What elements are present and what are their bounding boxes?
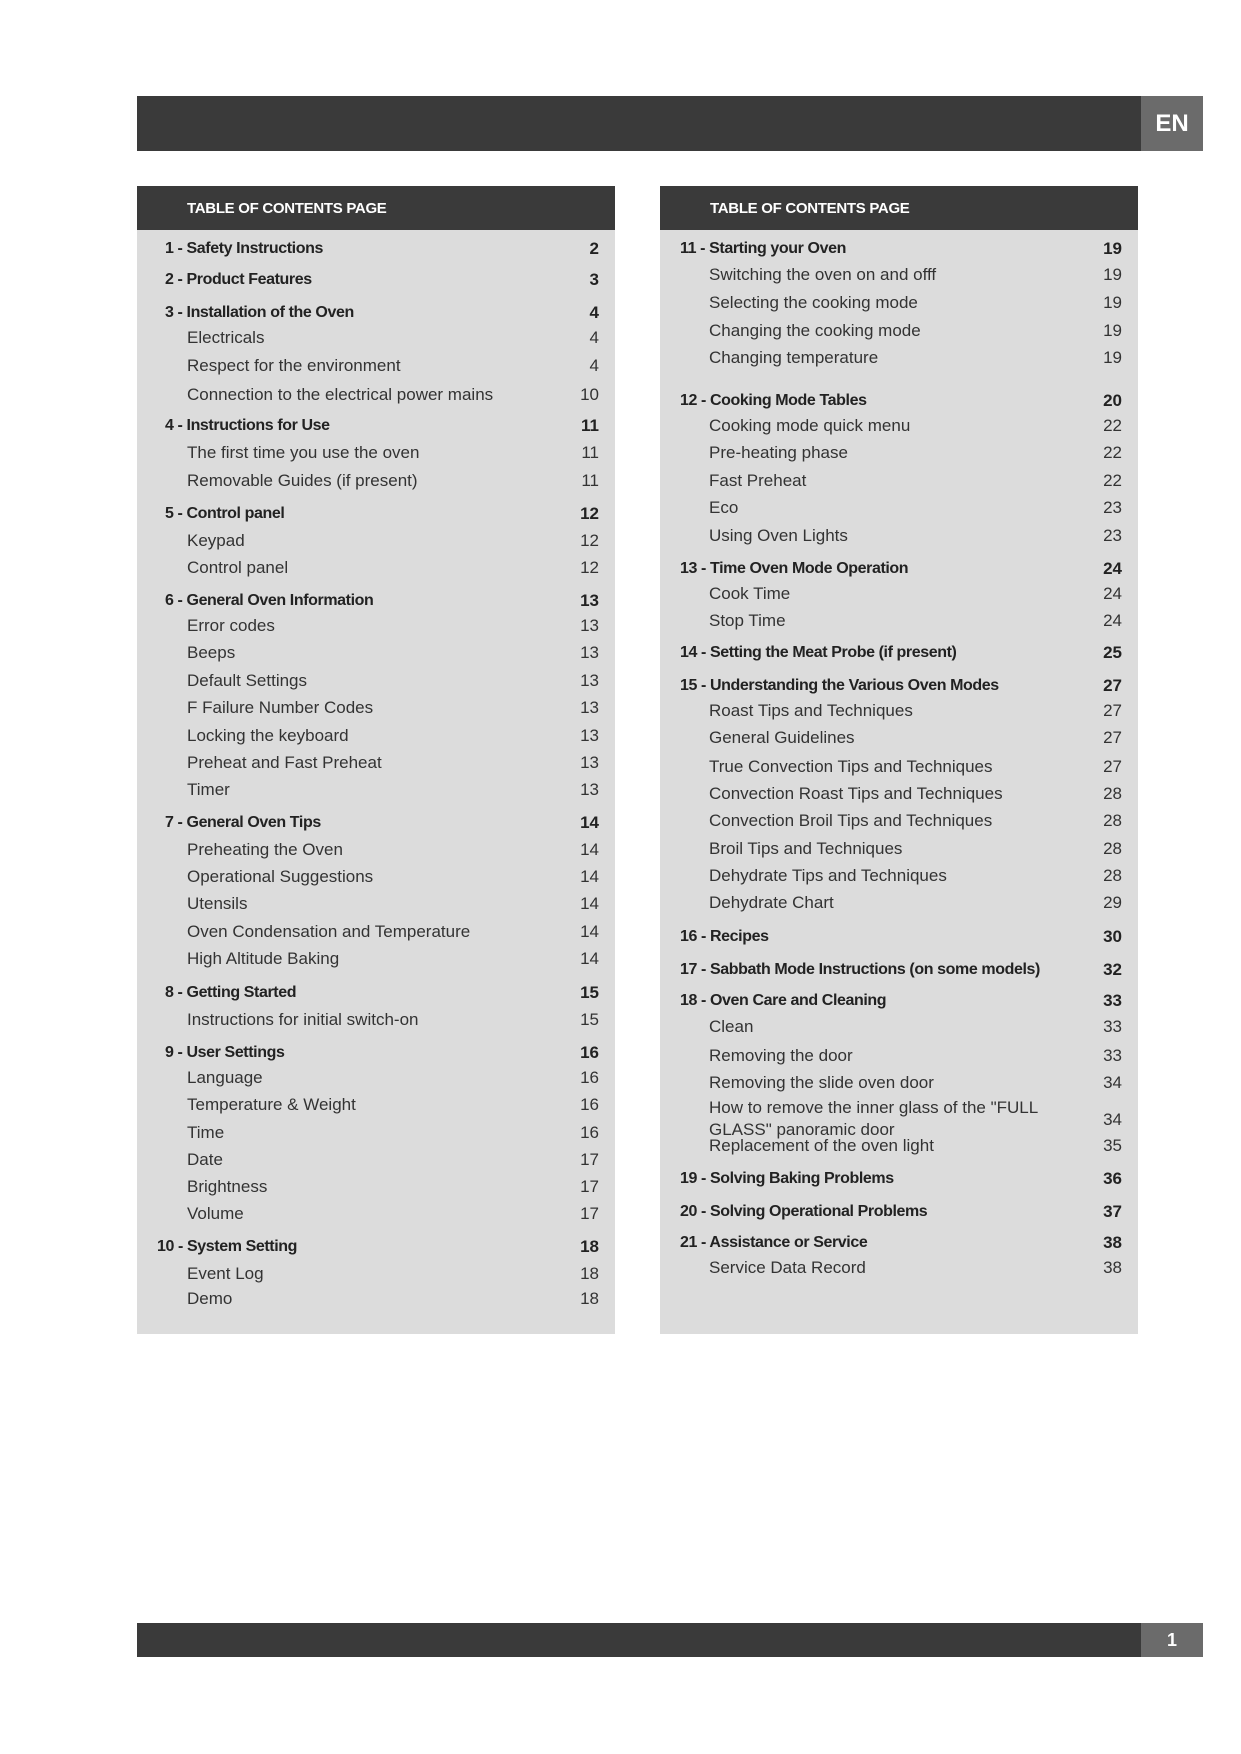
toc-entry-title: Locking the keyboard — [187, 726, 349, 745]
toc-entry-page: 24 — [1103, 611, 1122, 630]
toc-entry-page: 16 — [580, 1068, 599, 1087]
toc-entry-page: 23 — [1103, 498, 1122, 517]
toc-entry-page: 14 — [580, 813, 599, 832]
toc-entry-title: 11 - Starting your Oven — [680, 240, 846, 257]
toc-entry-page: 33 — [1103, 1046, 1122, 1065]
toc-entry-page: 18 — [580, 1289, 599, 1308]
toc-entry-title: Pre-heating phase — [709, 443, 848, 462]
toc-entry-title: Convection Broil Tips and Techniques — [709, 811, 993, 830]
page-number: 1 — [1141, 1623, 1203, 1657]
toc-entry-title: Operational Suggestions — [187, 867, 374, 886]
toc-entry-page: 18 — [580, 1237, 599, 1256]
toc-entry-page: 24 — [1103, 584, 1122, 603]
toc-entry-title: 4 - Instructions for Use — [165, 417, 330, 434]
toc-entry-title: 21 - Assistance or Service — [680, 1234, 868, 1251]
toc-entry-title: Cooking mode quick menu — [709, 416, 911, 435]
toc-entry-page: 11 — [581, 416, 599, 435]
toc-entry-title: Changing the cooking mode — [709, 321, 921, 340]
toc-entry-page: 12 — [580, 531, 599, 550]
toc-entry-page: 29 — [1103, 893, 1122, 912]
toc-entry-title: 15 - Understanding the Various Oven Modes — [680, 677, 999, 694]
toc-entry-page: 27 — [1103, 701, 1122, 720]
toc-entry-title: Cook Time — [709, 584, 791, 603]
toc-entry-title: Control panel — [187, 558, 289, 577]
toc-entry-page: 13 — [580, 698, 599, 717]
toc-entry-page: 19 — [1103, 321, 1122, 340]
toc-entry-title: High Altitude Baking — [187, 949, 340, 968]
toc-entry-title: 8 - Getting Started — [165, 984, 297, 1001]
toc-entry-page: 27 — [1103, 676, 1122, 695]
toc-entry-title: Switching the oven on and offf — [709, 265, 937, 284]
toc-entry-page: 14 — [580, 867, 599, 886]
toc-entry-page: 12 — [580, 504, 599, 523]
toc-entry-page: 34 — [1103, 1073, 1122, 1092]
toc-entry-title: 1 - Safety Instructions — [165, 240, 323, 257]
toc-entry-page: 14 — [580, 840, 599, 859]
toc-entry-page: 4 — [589, 356, 599, 375]
toc-entry-title: Eco — [709, 498, 739, 517]
toc-header-left: TABLE OF CONTENTS PAGE — [137, 186, 615, 230]
toc-entry-title: 7 - General Oven Tips — [165, 814, 321, 831]
toc-entry-page: 18 — [580, 1264, 599, 1283]
toc-entry-title: Connection to the electrical power mains — [187, 385, 494, 404]
toc-entry-title: Time — [187, 1123, 225, 1142]
toc-entry-page: 33 — [1103, 991, 1122, 1010]
toc-entry-page: 17 — [580, 1150, 599, 1169]
toc-entry-title: 14 - Setting the Meat Probe (if present) — [680, 644, 957, 661]
toc-header-right: TABLE OF CONTENTS PAGE — [660, 186, 1138, 230]
toc-entry-title: Utensils — [187, 894, 248, 913]
toc-column-left — [137, 186, 615, 1334]
toc-entry-page: 27 — [1103, 728, 1122, 747]
toc-entry-page: 13 — [580, 753, 599, 772]
toc-entry-title: Demo — [187, 1289, 233, 1308]
toc-entry-title: Changing temperature — [709, 348, 879, 367]
toc-entry-title: How to remove the inner glass of the "FULL GLASS" panoramic door — [709, 1098, 1038, 1139]
toc-entry-page: 28 — [1103, 784, 1122, 803]
toc-entry-page: 37 — [1103, 1202, 1122, 1221]
toc-entry-title: 18 - Oven Care and Cleaning — [680, 992, 887, 1009]
toc-entry-page: 13 — [580, 780, 599, 799]
toc-entry-page: 16 — [580, 1043, 599, 1062]
toc-entry-page: 17 — [580, 1177, 599, 1196]
toc-entry-page: 15 — [580, 983, 599, 1002]
toc-entry-title: Roast Tips and Techniques — [709, 701, 913, 720]
toc-entry-page: 17 — [580, 1204, 599, 1223]
toc-entry-title: Keypad — [187, 531, 245, 550]
toc-entry-page: 13 — [580, 591, 599, 610]
toc-entry-title: Respect for the environment — [187, 356, 401, 375]
toc-entry-title: Event Log — [187, 1264, 264, 1283]
toc-entry-title: Service Data Record — [709, 1258, 866, 1277]
toc-entry-title: 2 - Product Features — [165, 271, 312, 288]
toc-entry-title: 20 - Solving Operational Problems — [680, 1203, 928, 1220]
toc-entry-title: Default Settings — [187, 671, 308, 690]
toc-entry-title: Selecting the cooking mode — [709, 293, 918, 312]
toc-entry-page: 30 — [1103, 927, 1122, 946]
toc-entry-page: 13 — [580, 726, 599, 745]
toc-entry-title: True Convection Tips and Techniques — [709, 757, 993, 776]
toc-entry-page: 33 — [1103, 1017, 1122, 1036]
toc-entry-page: 14 — [580, 922, 599, 941]
toc-entry-page: 38 — [1103, 1233, 1122, 1252]
toc-entry-title: Date — [187, 1150, 223, 1169]
toc-entry-page: 22 — [1103, 443, 1122, 462]
toc-entry-page: 16 — [580, 1123, 599, 1142]
toc-entry-title: Using Oven Lights — [709, 526, 848, 545]
toc-entry-page: 19 — [1103, 348, 1122, 367]
toc-entry-page: 13 — [580, 616, 599, 635]
toc-entry-page: 38 — [1103, 1258, 1122, 1277]
toc-entry-page: 28 — [1103, 866, 1122, 885]
toc-entry-title: The first time you use the oven — [187, 443, 420, 462]
toc-entry-page: 13 — [580, 671, 599, 690]
toc-entry-title: 3 - Installation of the Oven — [165, 304, 354, 321]
header-bar — [137, 96, 1141, 151]
toc-entry-title: Clean — [709, 1017, 754, 1036]
toc-entry-page: 32 — [1103, 960, 1122, 979]
toc-entry-page: 16 — [580, 1095, 599, 1114]
toc-entry-title: 17 - Sabbath Mode Instructions (on some models) — [680, 961, 1040, 978]
toc-entry-page: 36 — [1103, 1169, 1122, 1188]
toc-entry-page: 19 — [1103, 293, 1122, 312]
toc-entry-page: 25 — [1103, 643, 1122, 662]
toc-entry-page: 23 — [1103, 526, 1122, 545]
toc-entry-page: 4 — [589, 328, 599, 347]
toc-entry-page: 19 — [1103, 265, 1122, 284]
toc-entry-page: 28 — [1103, 839, 1122, 858]
toc-entry-title: 10 - System Setting — [157, 1238, 298, 1255]
toc-entry-page: 34 — [1103, 1110, 1122, 1129]
toc-entry-title: Fast Preheat — [709, 471, 807, 490]
toc-entry-page: 4 — [589, 303, 599, 322]
toc-entry-page: 19 — [1103, 239, 1122, 258]
toc-entry-title: Dehydrate Tips and Techniques — [709, 866, 947, 885]
toc-entry-page: 2 — [589, 239, 599, 258]
toc-entry-title: 5 - Control panel — [165, 505, 285, 522]
toc-entry-page: 22 — [1103, 416, 1122, 435]
toc-entry-title: General Guidelines — [709, 728, 855, 747]
toc-entry-title: Preheat and Fast Preheat — [187, 753, 382, 772]
toc-entry-page: 35 — [1103, 1136, 1122, 1155]
toc-entry-page: 13 — [580, 643, 599, 662]
toc-entry-title: 19 - Solving Baking Problems — [680, 1170, 894, 1187]
toc-entry-title: Brightness — [187, 1177, 268, 1196]
toc-entry-title: F Failure Number Codes — [187, 698, 374, 717]
toc-entry-title: Electricals — [187, 328, 265, 347]
toc-entry-page: 10 — [580, 385, 599, 404]
toc-entry-title: 9 - User Settings — [165, 1044, 285, 1061]
toc-entry-title: Dehydrate Chart — [709, 893, 834, 912]
footer-bar — [137, 1623, 1141, 1657]
toc-entry-title: Beeps — [187, 643, 236, 662]
toc-entry-title: 16 - Recipes — [680, 928, 769, 945]
toc-entry-page: 27 — [1103, 757, 1122, 776]
toc-entry-page: 15 — [580, 1010, 599, 1029]
toc-entry-title: Volume — [187, 1204, 244, 1223]
toc-entry-title: Removing the slide oven door — [709, 1073, 934, 1092]
toc-column-right — [660, 186, 1138, 1334]
toc-entry-page: 24 — [1103, 559, 1122, 578]
toc-entry-page: 22 — [1103, 471, 1122, 490]
toc-entry-page: 11 — [581, 471, 599, 490]
toc-entry-title: Error codes — [187, 616, 275, 635]
toc-entry-title: 12 - Cooking Mode Tables — [680, 392, 867, 409]
toc-entry-title: Removing the door — [709, 1046, 853, 1065]
toc-entry-page: 14 — [580, 949, 599, 968]
language-tab: EN — [1141, 96, 1203, 151]
toc-entry-title: 6 - General Oven Information — [165, 592, 374, 609]
toc-entry-title: Oven Condensation and Temperature — [187, 922, 471, 941]
toc-entry-title: Stop Time — [709, 611, 786, 630]
toc-entry-title: Convection Roast Tips and Techniques — [709, 784, 1003, 803]
toc-entry-title: Timer — [187, 780, 230, 799]
toc-entry-title: 13 - Time Oven Mode Operation — [680, 560, 909, 577]
toc-entry-title: Preheating the Oven — [187, 840, 343, 859]
toc-entry-page: 12 — [580, 558, 599, 577]
toc-entry-page: 11 — [581, 443, 599, 462]
toc-entry-title: Instructions for initial switch-on — [187, 1010, 419, 1029]
toc-entry-page: 28 — [1103, 811, 1122, 830]
toc-entry-title: Language — [187, 1068, 263, 1087]
toc-entry-title: Replacement of the oven light — [709, 1136, 934, 1155]
toc-entry-title: Broil Tips and Techniques — [709, 839, 903, 858]
toc-entry-title: Temperature & Weight — [187, 1095, 356, 1114]
toc-entry-page: 20 — [1103, 391, 1122, 410]
toc-entry-page: 14 — [580, 894, 599, 913]
toc-entry-title: Removable Guides (if present) — [187, 471, 418, 490]
toc-entry-page: 3 — [589, 270, 599, 289]
